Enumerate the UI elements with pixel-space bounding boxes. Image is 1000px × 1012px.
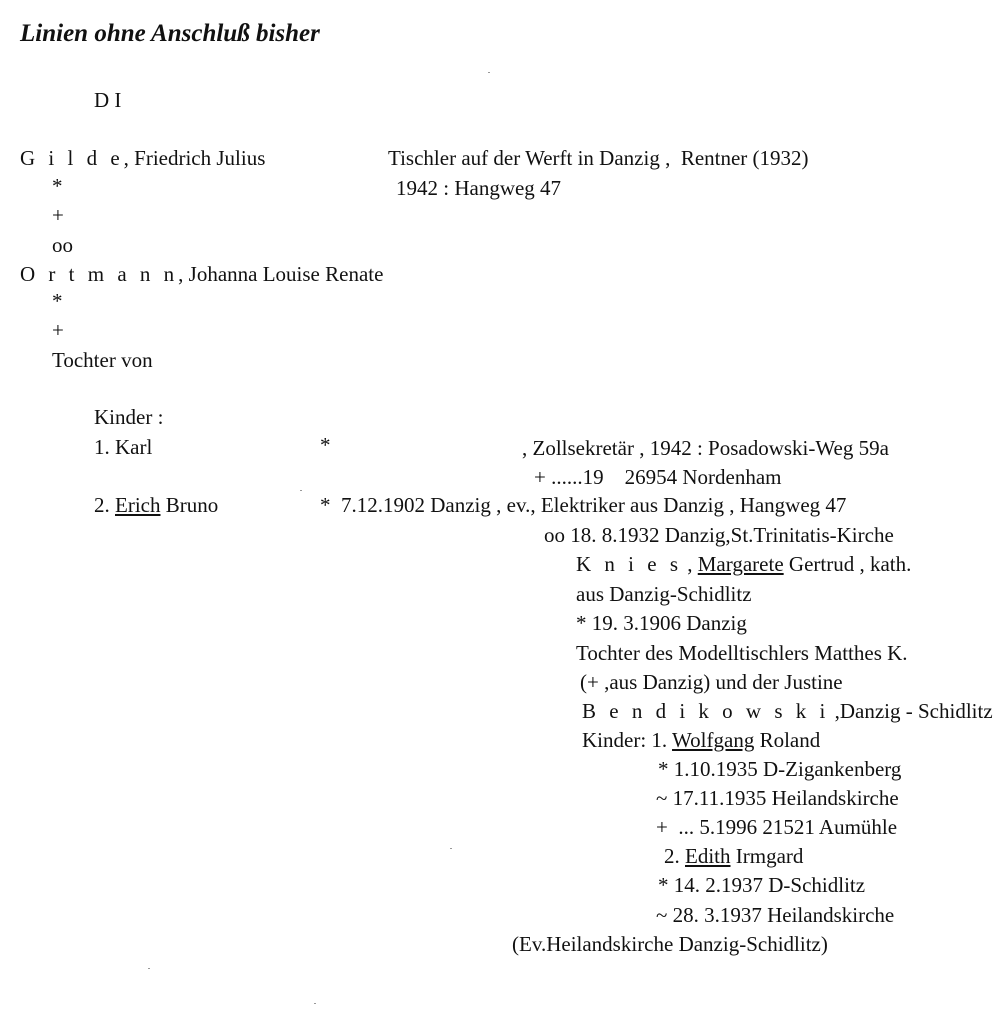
grandchild2-birth: * 14. 2.1937 D-Schidlitz <box>658 873 866 897</box>
children-label: Kinder : <box>94 405 164 429</box>
father-given: , Friedrich Julius <box>123 146 266 170</box>
spouse-parent3 <box>582 699 993 723</box>
grandchild1-first: Wolfgang <box>672 728 755 752</box>
child2-name <box>94 493 218 517</box>
spouse-from: aus Danzig-Schidlitz <box>576 582 752 606</box>
section-label: D I <box>94 88 122 112</box>
father-occupation: Tischler auf der Werft in Danzig , Rentner (1932) <box>388 146 809 170</box>
scan-speck <box>450 848 452 849</box>
child2-marriage: oo 18. 8.1932 Danzig,St.Trinitatis-Kirche <box>544 523 894 547</box>
spouse-parent2: (+ ,aus Danzig) und der Justine <box>580 670 843 694</box>
mother-birth-symbol: * <box>52 289 63 313</box>
child1-details: , Zollsekretär , 1942 : Posadowski-Weg 59a <box>522 436 889 460</box>
grandchild2-name <box>664 844 803 868</box>
spouse-parent3-surname: B e n d i k o w s k i <box>582 699 830 723</box>
child1-birth-symbol: * <box>320 433 331 457</box>
scan-speck <box>488 72 490 73</box>
mother-given: , Johanna Louise Renate <box>178 262 384 286</box>
grandchild1-name <box>582 728 820 752</box>
child1-death: + ......19 26954 Nordenham <box>534 465 782 489</box>
child2-num: 2. <box>94 493 115 517</box>
spouse-parent3-rest: ,Danzig - Schidlitz <box>829 699 993 723</box>
father-surname: G i l d e <box>20 146 124 170</box>
child1-name: 1. Karl <box>94 435 153 459</box>
mother-surname: O r t m a n n <box>20 262 179 286</box>
grandchild2-first: Edith <box>685 844 731 868</box>
mother-name <box>20 262 383 286</box>
spouse-sep: , <box>682 552 698 576</box>
grandchildren-label: Kinder: 1. <box>582 728 673 752</box>
spouse-name <box>576 552 911 576</box>
grandchild1-rest: Roland <box>754 728 821 752</box>
spouse-first: Margarete <box>697 552 784 576</box>
grandchild2-rest: Irmgard <box>730 844 804 868</box>
grandchild2-num: 2. <box>664 844 685 868</box>
church-note: (Ev.Heilandskirche Danzig-Schidlitz) <box>512 932 828 956</box>
grandchild2-baptism: ~ 28. 3.1937 Heilandskirche <box>656 903 895 927</box>
spouse-birth: * 19. 3.1906 Danzig <box>576 611 747 635</box>
father-name <box>20 146 265 170</box>
grandchild1-baptism: ~ 17.11.1935 Heilandskirche <box>656 786 899 810</box>
father-address: 1942 : Hangweg 47 <box>396 176 562 200</box>
spouse-surname: K n i e s <box>576 552 682 576</box>
page-title: Linien ohne Anschluß bisher <box>20 20 320 47</box>
scan-speck <box>314 1003 316 1004</box>
father-birth-symbol: * <box>52 174 63 198</box>
grandchild1-death: + ... 5.1996 21521 Aumühle <box>656 815 898 839</box>
spouse-rest: Gertrud , kath. <box>783 552 912 576</box>
grandchild1-birth: * 1.10.1935 D-Zigankenberg <box>658 757 902 781</box>
child2-details: * 7.12.1902 Danzig , ev., Elektriker aus Danzig , Hangweg 47 <box>320 493 847 517</box>
mother-daughter-of: Tochter von <box>52 348 153 372</box>
marriage-symbol: oo <box>52 233 73 257</box>
father-death-symbol: + <box>52 203 64 227</box>
child2-second: Bruno <box>160 493 219 517</box>
scan-speck <box>300 490 302 491</box>
child2-first: Erich <box>115 493 161 517</box>
mother-death-symbol: + <box>52 318 64 342</box>
spouse-parent1: Tochter des Modelltischlers Matthes K. <box>576 641 908 665</box>
scan-speck <box>148 968 150 969</box>
